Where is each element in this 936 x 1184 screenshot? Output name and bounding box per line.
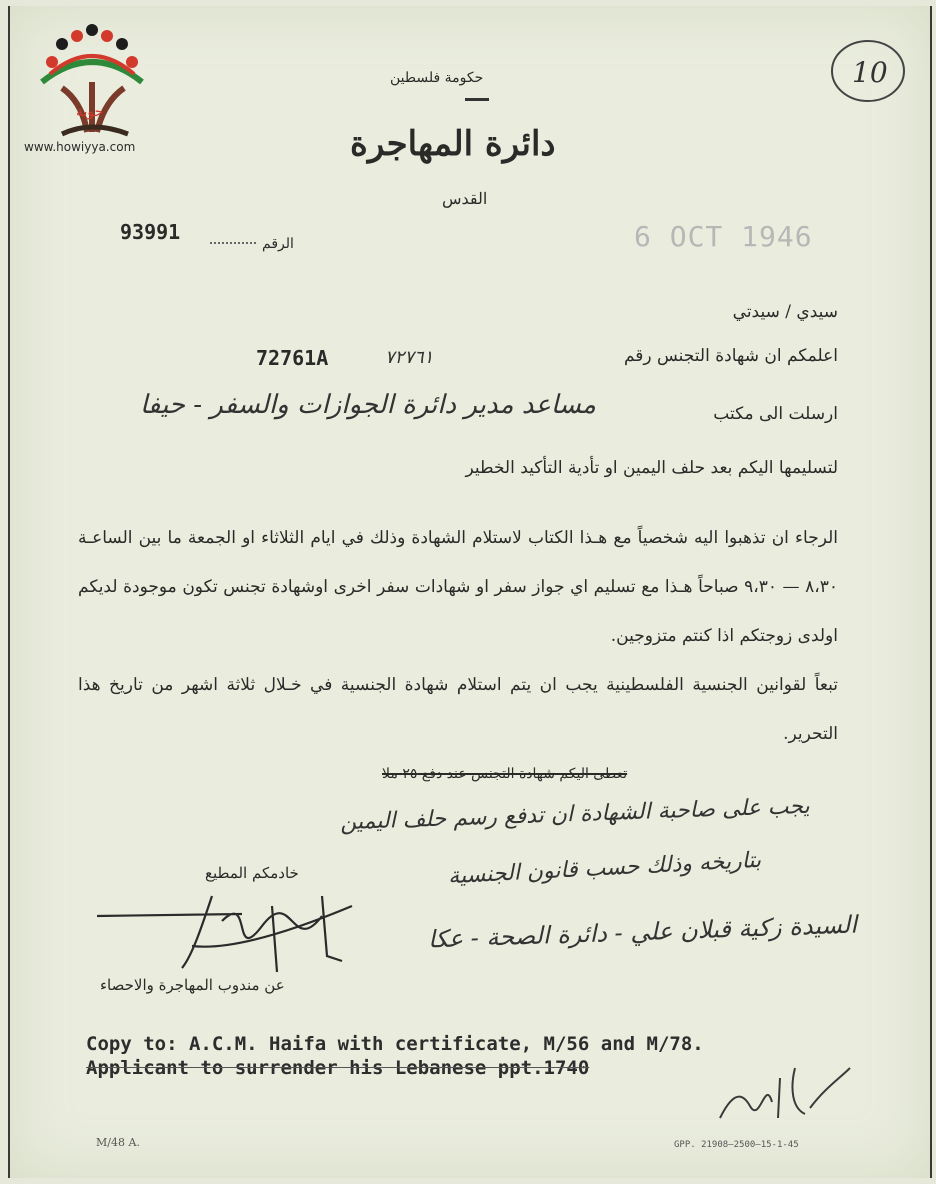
copy-note-line1: Copy to: A.C.M. Haifa with certificate, M/56 and M/78. (86, 1033, 704, 1055)
logo-url: www.howiyya.com (24, 140, 136, 154)
reference-dotted-line (210, 242, 256, 244)
initials-signature (710, 1058, 860, 1128)
handwritten-note-fee: يجب على صاحبة الشهادة ان تدفع رسم حلف اليمين (339, 793, 811, 836)
oath-line: لتسليمها اليكم بعد حلف اليمين او تأدية التأكيد الخطير (465, 458, 838, 478)
form-number: M/48 A. (96, 1136, 140, 1149)
government-title: حكومة فلسطين (390, 70, 484, 86)
printer-code: GPP. 21908—2500—15-1-45 (674, 1140, 799, 1150)
city-name: القدس (442, 189, 488, 208)
office-handwritten: مساعد مدير دائرة الجوازات والسفر - حيفا (140, 390, 596, 420)
certificate-number-handwritten: ٧٢٧٦١ (385, 347, 434, 368)
page-number: 10 (852, 56, 888, 89)
instructions-paragraph: الرجاء ان تذهبوا اليه شخصياً مع هـذا الكتاب لاستلام الشهادة وذلك في ايام الثلاثاء او الجمعة ما بين الساعـة ٨،٣٠ — ٩،٣٠ صباحاً هـذا مع تسليم اي جواز سفر او شهادات سفر اخرى اوشهادة تجنس تكون موجودة لديكم اولدى زوجتكم اذا كنتم متزوجين. (78, 528, 838, 646)
certificate-number: 72761A (256, 346, 329, 370)
header-divider (465, 98, 489, 101)
copy-note (86, 1032, 704, 1080)
salutation: سيدي / سيدتي (732, 302, 838, 322)
letter-page (8, 6, 932, 1178)
reference-label: الرقم (262, 236, 294, 252)
sent-to-line: ارسلت الى مكتب (713, 404, 838, 424)
deadline-paragraph: تبعاً لقوانين الجنسية الفلسطينية يجب ان يتم استلام شهادة الجنسية في خـلال ثلاثة اشهر من تاريخ هذا التحرير. (78, 675, 838, 744)
department-title: دائرة المهاجرة (350, 124, 556, 164)
struck-fee-line: تعطى اليكم شهادة التجنس عند دفع ٢٥ ملا (382, 766, 628, 782)
date-stamp: 6 OCT 1946 (634, 220, 813, 253)
handwritten-note-law: بتاريخه وذلك حسب قانون الجنسية (447, 847, 762, 890)
logo-watermark-text: حوية (76, 104, 104, 120)
closing-phrase: خادمكم المطيع (205, 864, 299, 882)
certificate-line: اعلمكم ان شهادة التجنس رقم (623, 346, 838, 366)
reference-number: 93991 (120, 220, 181, 244)
circled-page-number (828, 36, 908, 106)
signatory-title: عن مندوب المهاجرة والاحصاء (100, 976, 285, 994)
copy-note-line2: Applicant to surrender his Lebanese ppt.1740 (86, 1057, 590, 1079)
signature (92, 886, 372, 976)
handwritten-note-addressee: السيدة زكية قبلان علي - دائرة الصحة - عكا (427, 910, 858, 954)
